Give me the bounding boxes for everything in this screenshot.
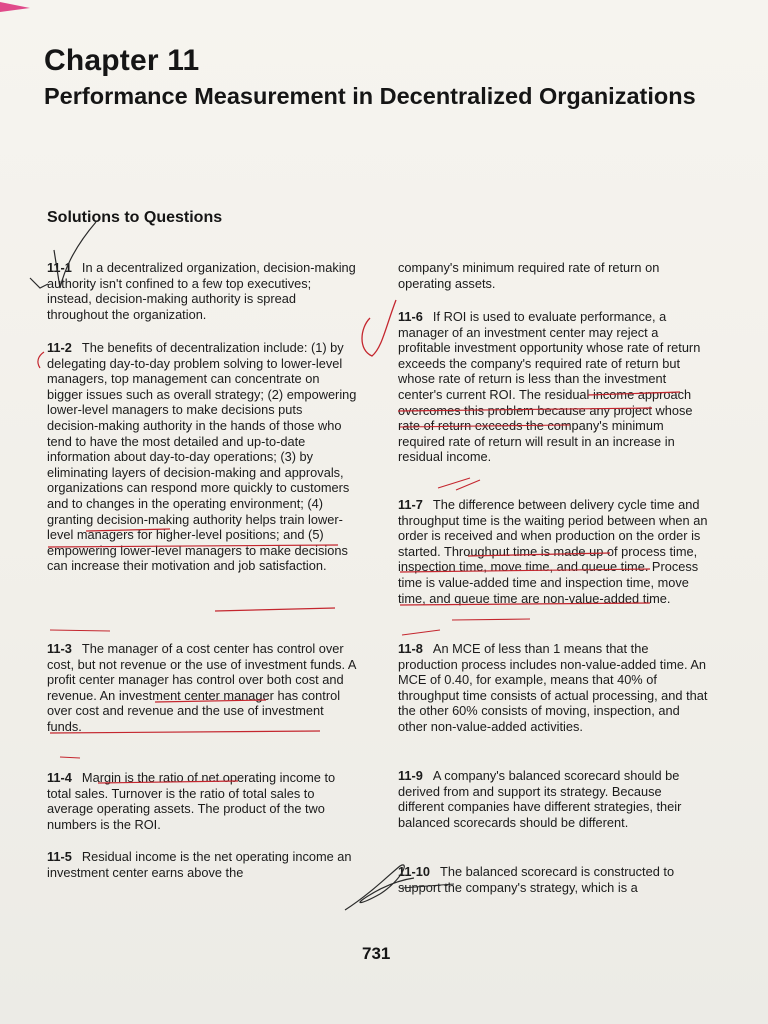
- red-underline: [60, 757, 80, 758]
- question-number: 11-5: [47, 849, 72, 864]
- question-number: 11-6: [398, 309, 423, 324]
- chapter-title: Performance Measurement in Decentralized Organizations: [44, 83, 696, 109]
- question-11-5-continued: [398, 260, 708, 291]
- page-number: 731: [362, 944, 391, 963]
- question-text: The difference between delivery cycle time and throughput time is the waiting period between when an order is received and when production on the order is started. Throughput time is made up of process time, inspection time, move time, and queue time. Process time is value-added time and inspection time, move time, and queue time are non-value-added time.: [398, 497, 708, 606]
- question-11-6: [398, 309, 708, 465]
- question-text: An MCE of less than 1 means that the production process includes non-value-added time. An MCE of 0.40, for example, means that 40% of throughput time consists of actual processing, and that the other 60% consists of moving, inspection, and other non-value-added activities.: [398, 641, 708, 734]
- red-underline: [452, 619, 530, 620]
- question-number: 11-2: [47, 340, 72, 355]
- section-heading: Solutions to Questions: [47, 209, 223, 226]
- question-number: 11-4: [47, 770, 72, 785]
- question-number: 11-9: [398, 768, 423, 783]
- question-text: The benefits of decentralization include: (1) by delegating day-to-day problem solving to lower-level managers, top management can concentrate on bigger issues such as overall strategy; (2) empowering lower-level managers to make decisions puts decision-making authority in the hands of those who tend to have the most detailed and up-to-date information about day-to-day operations; (3) by eliminating layers of decision-making and approvals, organizations can respond more quickly to customers and to changes in the operating environment; (4) granting decision-making authority helps train lower-level managers for higher-level positions; and (5) empowering lower-level managers to make decisions can increase their motivation and job satisfaction.: [47, 340, 357, 574]
- question-text: Margin is the ratio of net operating income to total sales. Turnover is the ratio of total sales to average operating assets. The product of the two numbers is the ROI.: [47, 770, 336, 832]
- question-11-2: [47, 340, 357, 574]
- question-11-8: [398, 641, 708, 735]
- question-number: 11-7: [398, 497, 423, 512]
- red-check-mark: [362, 300, 396, 356]
- red-underline: [50, 630, 110, 631]
- question-number: 11-10: [398, 864, 431, 879]
- question-11-9: [398, 768, 708, 830]
- question-text: The balanced scorecard is constructed to support the company's strategy, which is a: [398, 864, 675, 895]
- pen-tick-mark: [30, 278, 48, 288]
- red-bracket: [38, 352, 44, 368]
- question-number: 11-8: [398, 641, 423, 656]
- question-11-10: [398, 864, 708, 895]
- red-underline: [215, 608, 335, 611]
- question-text: Residual income is the net operating income an investment center earns above the: [47, 849, 352, 880]
- question-text: If ROI is used to evaluate performance, a manager of an investment center may reject a profitable investment opportunity whose rate of return exceeds the company's required rate of return but whose rate of return is less than the investment center's current ROI. The residual income approach overcomes this problem because any project whose rate of return exceeds the company's minimum required rate of return will result in an increase in residual income.: [398, 309, 701, 465]
- question-text: company's minimum required rate of return on operating assets.: [398, 260, 660, 291]
- question-11-5: [47, 849, 357, 880]
- question-11-1: [47, 260, 357, 322]
- question-text: In a decentralized organization, decision-making authority isn't confined to a few top executives; instead, decision-making authority is spread throughout the organization.: [47, 260, 356, 322]
- question-11-7: [398, 497, 708, 606]
- question-11-3: [47, 641, 357, 735]
- red-underline: [402, 630, 440, 635]
- red-scribble: [438, 478, 480, 490]
- question-11-4: [47, 770, 357, 832]
- question-number: 11-1: [47, 260, 72, 275]
- chapter-number: Chapter 11: [44, 44, 200, 77]
- corner-tab-mark: [0, 0, 38, 14]
- question-text: The manager of a cost center has control over cost, but not revenue or the use of investment funds. A profit center manager has control over both cost and revenue. An investment center manager has control over cost and revenue and the use of investment funds.: [47, 641, 356, 734]
- question-text: A company's balanced scorecard should be derived from and support its strategy. Because different companies have different strategies, their balanced scorecards should be different.: [398, 768, 682, 830]
- question-number: 11-3: [47, 641, 72, 656]
